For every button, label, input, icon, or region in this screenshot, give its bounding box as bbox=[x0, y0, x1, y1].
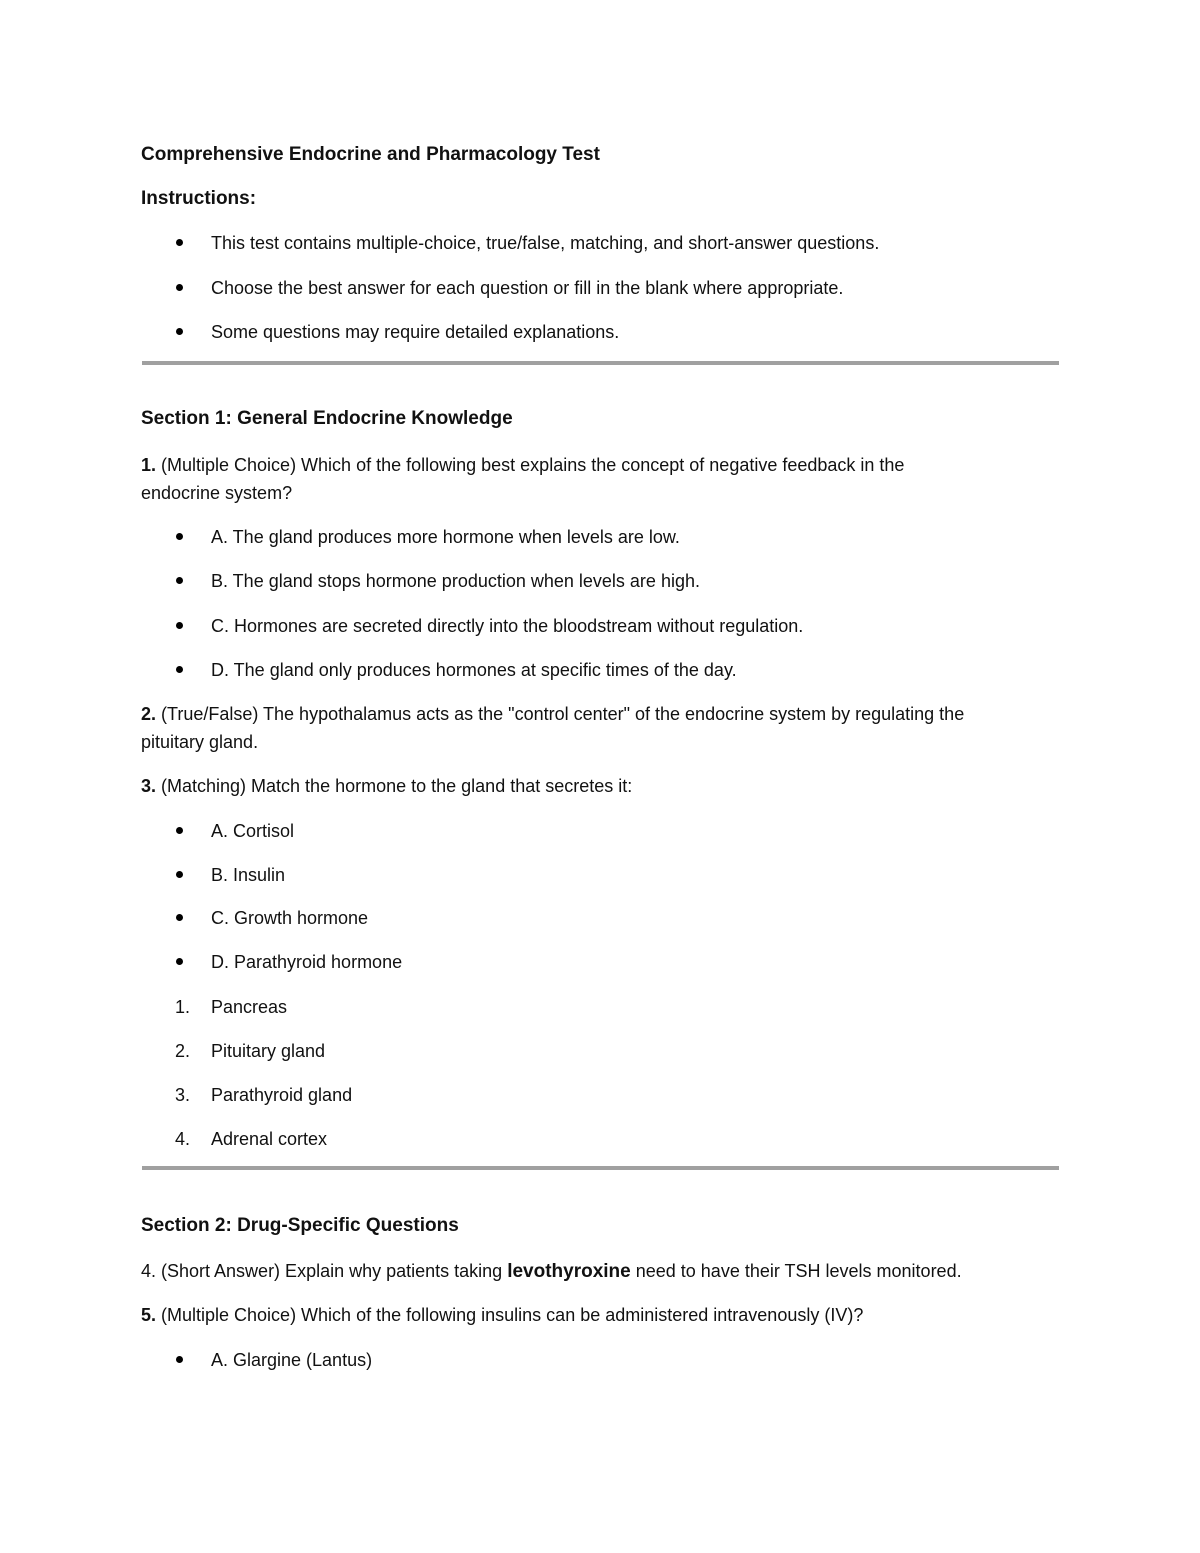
question-2-continued: pituitary gland. bbox=[141, 732, 259, 752]
option-a: A. Glargine (Lantus) bbox=[211, 1350, 373, 1370]
question-text: (Multiple Choice) Which of the following best explains the concept of negative feedback in the bbox=[156, 455, 905, 475]
option-b: B. The gland stops hormone production when levels are high. bbox=[211, 571, 700, 591]
horizontal-rule bbox=[142, 361, 1059, 365]
bullet-icon bbox=[176, 577, 183, 584]
question-number: 1. bbox=[141, 455, 157, 475]
hormone-item: C. Growth hormone bbox=[211, 908, 369, 928]
option-a: A. The gland produces more hormone when levels are low. bbox=[211, 527, 680, 547]
question-text: (Multiple Choice) Which of the following insulins can be administered intravenously (IV)? bbox=[156, 1305, 864, 1325]
document-title: Comprehensive Endocrine and Pharmacology Test bbox=[141, 144, 600, 165]
bullet-icon bbox=[176, 914, 183, 921]
bullet-icon bbox=[176, 871, 183, 878]
question-1-continued: endocrine system? bbox=[141, 483, 293, 503]
question-5 bbox=[141, 1303, 863, 1327]
hormone-item: A. Cortisol bbox=[211, 821, 295, 841]
instruction-item: Choose the best answer for each question or fill in the blank where appropriate. bbox=[211, 278, 844, 298]
gland-item: Pancreas bbox=[211, 997, 288, 1017]
question-text: (Matching) Match the hormone to the gland that secretes it: bbox=[156, 776, 633, 796]
question-text: (True/False) The hypothalamus acts as the "control center" of the endocrine system by regulating the bbox=[156, 704, 965, 724]
bullet-icon bbox=[176, 239, 183, 246]
section-2-heading: Section 2: Drug-Specific Questions bbox=[141, 1215, 459, 1236]
bullet-icon bbox=[176, 284, 183, 291]
gland-item: Pituitary gland bbox=[211, 1041, 326, 1061]
instruction-item: Some questions may require detailed explanations. bbox=[211, 322, 620, 342]
bullet-icon bbox=[176, 827, 183, 834]
list-number: 3. bbox=[175, 1085, 191, 1105]
gland-item: Adrenal cortex bbox=[211, 1129, 328, 1149]
section-1-heading: Section 1: General Endocrine Knowledge bbox=[141, 408, 513, 429]
option-c: C. Hormones are secreted directly into the bloodstream without regulation. bbox=[211, 616, 804, 636]
bullet-icon bbox=[176, 958, 183, 965]
question-4 bbox=[141, 1259, 962, 1284]
question-number: 3. bbox=[141, 776, 157, 796]
drug-name: levothyroxine bbox=[507, 1261, 631, 1282]
list-number: 2. bbox=[175, 1041, 191, 1061]
question-2 bbox=[141, 702, 964, 726]
question-text-end: need to have their TSH levels monitored. bbox=[630, 1261, 962, 1281]
bullet-icon bbox=[176, 328, 183, 335]
bullet-icon bbox=[176, 622, 183, 629]
bullet-icon bbox=[176, 1356, 183, 1363]
list-number: 1. bbox=[175, 997, 191, 1017]
hormone-item: D. Parathyroid hormone bbox=[211, 952, 403, 972]
question-text: (Short Answer) Explain why patients taking bbox=[156, 1261, 508, 1281]
question-number: 4. bbox=[141, 1261, 157, 1281]
gland-item: Parathyroid gland bbox=[211, 1085, 353, 1105]
question-1 bbox=[141, 453, 904, 477]
horizontal-rule bbox=[142, 1166, 1059, 1170]
bullet-icon bbox=[176, 666, 183, 673]
list-number: 4. bbox=[175, 1129, 191, 1149]
hormone-item: B. Insulin bbox=[211, 865, 286, 885]
question-number: 5. bbox=[141, 1305, 157, 1325]
question-number: 2. bbox=[141, 704, 157, 724]
bullet-icon bbox=[176, 533, 183, 540]
question-3 bbox=[141, 774, 632, 798]
instructions-heading: Instructions: bbox=[141, 188, 257, 209]
option-d: D. The gland only produces hormones at specific times of the day. bbox=[211, 660, 737, 680]
instruction-item: This test contains multiple-choice, true/false, matching, and short-answer questions. bbox=[211, 233, 880, 253]
